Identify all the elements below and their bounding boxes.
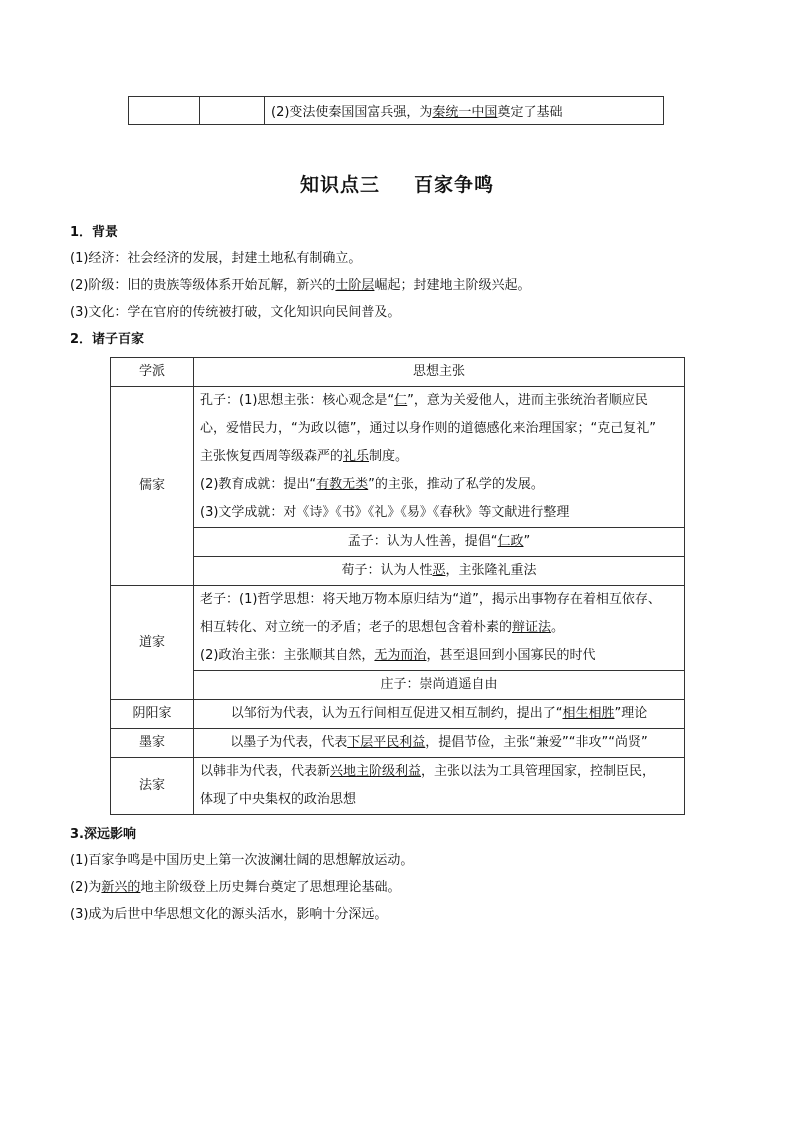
- school-legalist: 法家: [111, 758, 194, 815]
- legalist-cell: [194, 758, 685, 815]
- text: ，主张隆礼重法: [445, 563, 537, 578]
- header-ideas: 思想主张: [194, 358, 685, 387]
- underlined-text: 士阶层: [335, 278, 375, 293]
- underlined-text: 辩证法: [512, 620, 552, 635]
- text-line: 老子：(1)哲学思想：将天地万物本原归结为“道”，揭示出事物存在着相互依存、: [200, 592, 661, 607]
- text-line: [200, 758, 678, 786]
- text-line: [200, 642, 678, 670]
- impact-heading: 3.深远影响: [70, 827, 136, 842]
- text: 以邹衍为代表，认为五行间相互促进又相互制约，提出了“: [230, 706, 563, 721]
- cell-text: 奠定了基础: [497, 105, 563, 120]
- table-row: [111, 528, 685, 557]
- text: 地主阶级登上历史舞台奠定了思想理论基础。: [140, 880, 401, 895]
- text: 相互转化、对立统一的矛盾；老子的思想包含着朴素的: [200, 620, 513, 635]
- section-title-text: 百家争鸣: [414, 174, 495, 196]
- kongzi-cell: [194, 387, 685, 528]
- text: 制度。: [369, 449, 409, 464]
- table-row: [111, 387, 685, 528]
- yinyang-cell: [194, 700, 685, 729]
- laozi-cell: [194, 586, 685, 671]
- text: 主张恢复西周等级森严的: [200, 449, 344, 464]
- table-row: [111, 557, 685, 586]
- text: 孔子：(1)思想主张：核心观念是“: [200, 393, 395, 408]
- text: 崛起；封建地主阶级兴起。: [374, 278, 531, 293]
- text-line: (3)文学成就：对《诗》《书》《礼》《易》《春秋》等文献进行整理: [200, 505, 570, 520]
- text: 以墨子为代表，代表: [230, 735, 348, 750]
- school-confucian: 儒家: [111, 387, 194, 586]
- text: 荀子：认为人性: [341, 563, 433, 578]
- underlined-text: 相生相胜: [562, 706, 615, 721]
- background-culture: (3)文化：学在官府的传统被打破，文化知识向民间普及。: [70, 305, 401, 320]
- school-mohist: 墨家: [111, 729, 194, 758]
- mengzi-cell: [194, 528, 685, 557]
- table-row: [111, 758, 685, 815]
- text: 以韩非为代表，代表新: [200, 764, 331, 779]
- reform-table-fragment: [128, 96, 664, 125]
- impact-item-2: [70, 879, 400, 897]
- section-title-number: 知识点三: [299, 174, 380, 196]
- cell-text-underlined: 秦统一中国: [432, 105, 498, 120]
- header-school: 学派: [111, 358, 194, 387]
- table-cell: [129, 97, 200, 125]
- text: ，主张以法为工具管理国家，控制臣民，: [421, 764, 656, 779]
- table-row: [111, 729, 685, 758]
- xunzi-cell: [194, 557, 685, 586]
- text-line: 体现了中央集权的政治思想: [200, 792, 357, 807]
- text-line: [200, 443, 678, 471]
- cell-text: (2)变法使秦国国富兵强，为: [271, 105, 433, 120]
- underlined-text: 礼乐: [343, 449, 370, 464]
- table-header-row: [111, 358, 685, 387]
- text: (2)为: [70, 880, 102, 895]
- section-title: [0, 170, 794, 197]
- table-cell: [265, 97, 664, 125]
- schools-heading: 2．诸子百家: [70, 332, 145, 347]
- text: (2)教育成就：提出“: [200, 477, 317, 492]
- mohist-cell: [194, 729, 685, 758]
- underlined-text: 无为而治: [374, 648, 427, 663]
- text: ”，意为关爱他人，进而主张统治者顺应民: [407, 393, 648, 408]
- impact-item-3: (3)成为后世中华思想文化的源头活水，影响十分深远。: [70, 907, 388, 922]
- text-line: 心，爱惜民力，“为政以德”，通过以身作则的道德感化来治理国家；“克己复礼”: [200, 421, 656, 436]
- underlined-text: 仁: [394, 393, 408, 408]
- text: 。: [551, 620, 565, 635]
- text: (2)阶级：旧的贵族等级体系开始瓦解，新兴的: [70, 278, 336, 293]
- school-taoist: 道家: [111, 586, 194, 700]
- background-economy: (1)经济：社会经济的发展，封建土地私有制确立。: [70, 251, 362, 266]
- text: ，提倡节俭，主张“兼爱”“非攻”“尚贤”: [425, 735, 648, 750]
- text-line: [200, 387, 678, 415]
- table-row: [111, 586, 685, 671]
- text-line: [200, 471, 678, 499]
- impact-item-1: (1)百家争鸣是中国历史上第一次波澜壮阔的思想解放运动。: [70, 853, 414, 868]
- underlined-text: 有教无类: [316, 477, 369, 492]
- background-class: [70, 277, 530, 295]
- text: ，甚至退回到小国寡民的时代: [426, 648, 596, 663]
- text: 孟子：认为人性善，提倡“: [347, 534, 498, 549]
- text: (2)政治主张：主张顺其自然，: [200, 648, 375, 663]
- table-row: [111, 671, 685, 700]
- zhuangzi-cell: 庄子：崇尚逍遥自由: [194, 671, 685, 700]
- table-row: [111, 700, 685, 729]
- underlined-text: 下层平民利益: [347, 735, 426, 750]
- table-cell: [200, 97, 265, 125]
- schools-table: [110, 357, 685, 815]
- text-line: [200, 614, 678, 642]
- underlined-text: 恶: [432, 563, 446, 578]
- underlined-text: 新兴的: [101, 880, 141, 895]
- text: ”: [523, 534, 531, 549]
- text: ”的主张，推动了私学的发展。: [368, 477, 544, 492]
- background-heading: 1．背景: [70, 225, 119, 240]
- table-row: [129, 97, 664, 125]
- underlined-text: 仁政: [497, 534, 524, 549]
- text: ”理论: [614, 706, 648, 721]
- underlined-text: 兴地主阶级利益: [330, 764, 422, 779]
- school-yinyang: 阴阳家: [111, 700, 194, 729]
